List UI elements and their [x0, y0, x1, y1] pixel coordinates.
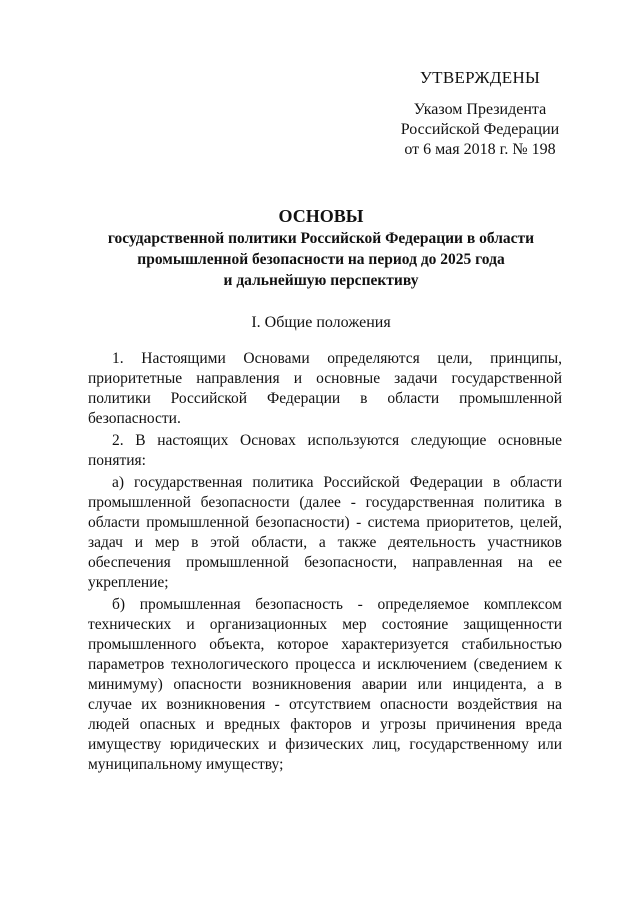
document-subtitle-line-3: и дальнейшую перспективу [223, 272, 419, 289]
document-title-block [80, 206, 562, 291]
paragraph-1: 1. Настоящими Основами определяются цели, принципы, приоритетные направления и основные задачи государственной политики Российской Федерации в области промышленной безопасности. [88, 350, 562, 427]
approval-line-1: Указом Президента [413, 101, 547, 118]
approval-title: УТВЕРЖДЕНЫ [419, 68, 541, 87]
paragraph-2a: а) государственная политика Российской Федерации в области промышленной безопасности (далее - государственная политика в области промышленной безопасности) - система приоритетов, целей, задач и мер в этой области, а также деятельность участников обеспечения промышленной безопасности, направленная на ее укрепление; [88, 474, 562, 591]
approval-line-2: Российской Федерации [400, 121, 560, 138]
approval-stamp [380, 68, 580, 160]
document-subtitle-line-1: государственной политики Российской Федерации в области [107, 230, 535, 247]
document-body [88, 349, 562, 775]
document-subtitle-line-2: промышленной безопасности на период до 2025 года [137, 251, 505, 268]
paragraph-2b: б) промышленная безопасность - определяемое комплексом технических и организационных мер состояние защищенности промышленного объекта, которое характеризуется стабильностью параметров технологического процесса и исключением (сведением к минимуму) опасности возникновения аварии или инцидента, а в случае их возникновения - отсутствием опасности воздействия на людей опасных и вредных факторов и угрозы причинения вреда имуществу юридических и физических лиц, государственному или муниципальному имуществу; [88, 596, 562, 773]
paragraph-2: 2. В настоящих Основах используются следующие основные понятия: [88, 432, 562, 469]
section-heading: I. Общие положения [251, 314, 391, 331]
document-title: ОСНОВЫ [278, 206, 364, 226]
approval-line-3: от 6 мая 2018 г. № 198 [404, 141, 556, 158]
